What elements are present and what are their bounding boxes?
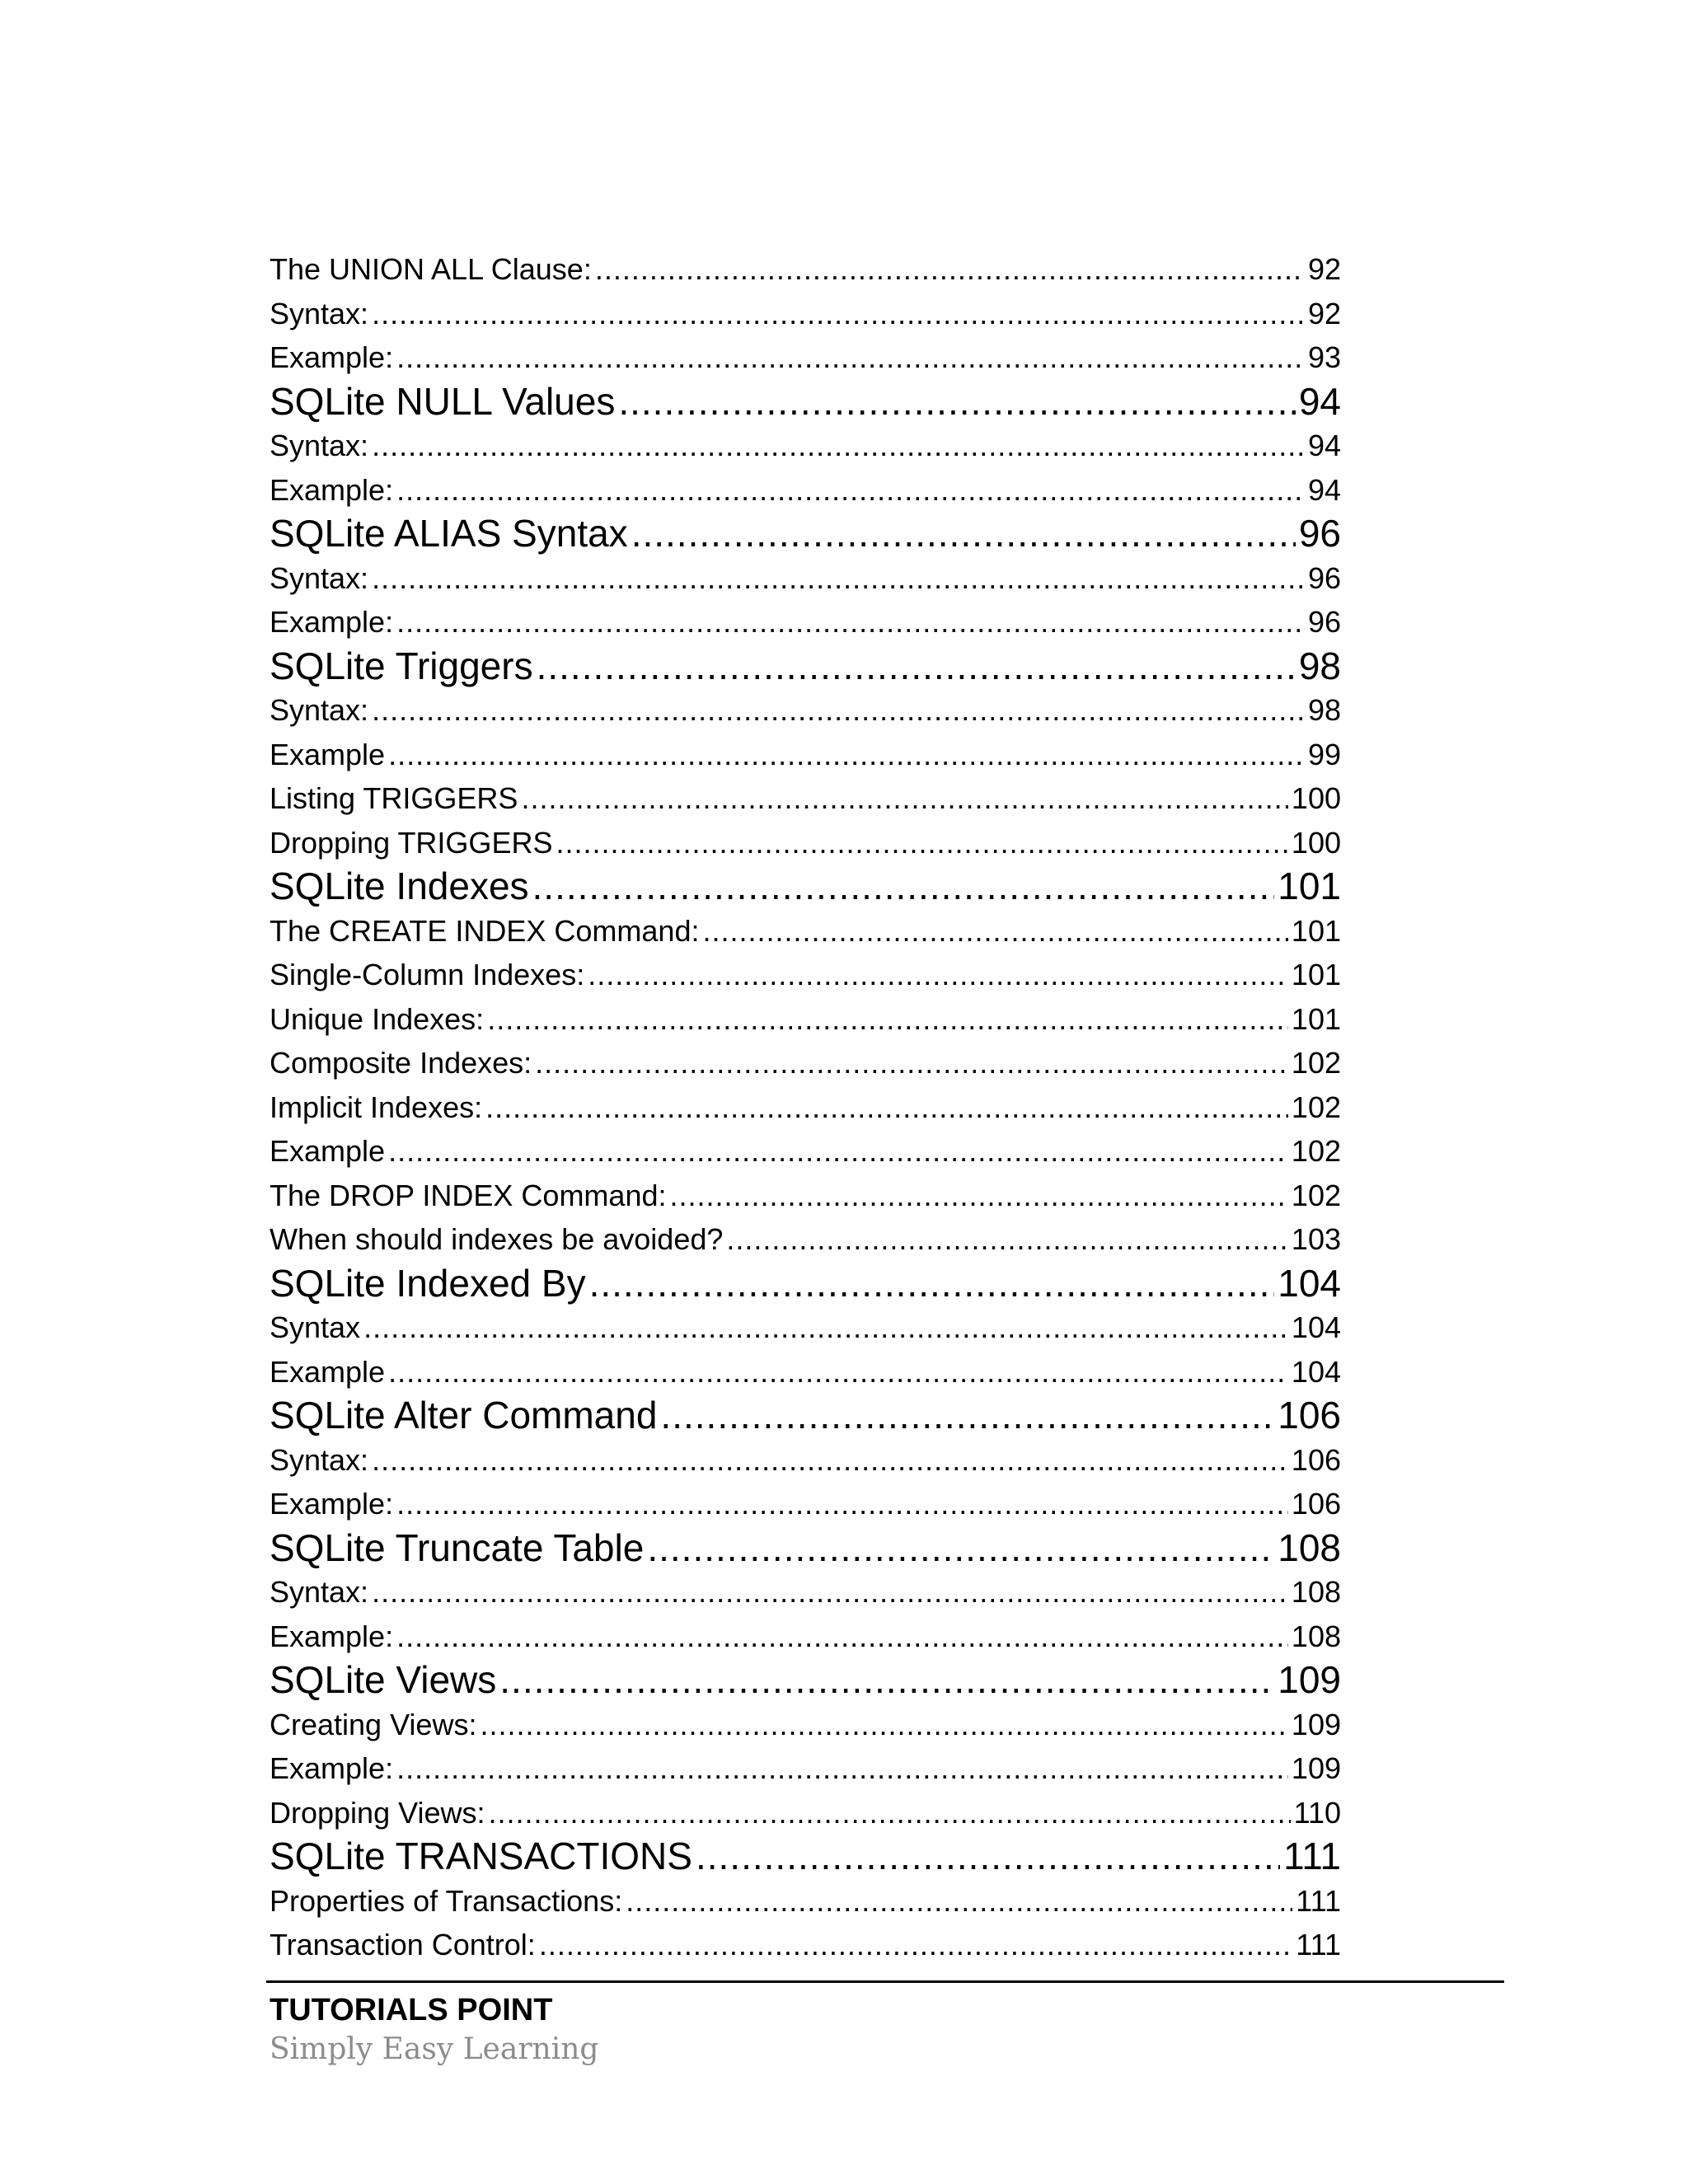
toc-entry-page-number: 106: [1291, 1442, 1341, 1477]
toc-dot-leader: [521, 776, 1287, 821]
toc-entry-title: Single-Column Indexes:: [270, 958, 585, 991]
footer-brand: TUTORIALS POINT: [270, 1993, 553, 2027]
toc-dot-leader: [696, 1835, 1280, 1879]
toc-entry-page-number: 94: [1307, 472, 1341, 507]
toc-entry-title: Example: [270, 1354, 386, 1389]
toc-entry-page-number: 96: [1307, 605, 1341, 639]
toc-dot-leader: [589, 1262, 1275, 1306]
toc-dot-leader: [396, 600, 1305, 644]
toc-entry-title: Example:: [270, 1751, 394, 1785]
toc-dot-leader: [626, 1879, 1292, 1924]
toc-entry-page-number: 109: [1278, 1658, 1341, 1701]
toc-section-entry[interactable]: [270, 953, 1341, 997]
toc-section-entry[interactable]: [270, 1703, 1341, 1747]
toc-entry-page-number: 102: [1291, 1134, 1341, 1168]
toc-section-entry[interactable]: [270, 1129, 1341, 1174]
toc-entry-title: Syntax: [270, 1310, 361, 1344]
toc-entry-page-number: 108: [1291, 1575, 1341, 1609]
toc-entry-page-number: 106: [1291, 1487, 1341, 1521]
toc-entry-page-number: 101: [1291, 958, 1341, 991]
toc-entry-title: Example:: [270, 340, 394, 374]
toc-dot-leader: [372, 1438, 1288, 1483]
toc-dot-leader: [372, 424, 1305, 468]
table-of-contents: [270, 247, 1341, 1967]
toc-entry-page-number: 98: [1298, 644, 1341, 687]
toc-dot-leader: [388, 733, 1305, 777]
toc-entry-title: Unique Indexes:: [270, 1001, 485, 1036]
toc-entry-title: Implicit Indexes:: [270, 1090, 483, 1124]
toc-section-entry[interactable]: [270, 1085, 1341, 1130]
toc-section-entry[interactable]: [270, 1746, 1341, 1791]
toc-entry-title: Transaction Control:: [270, 1928, 536, 1961]
toc-entry-title: SQLite NULL Values: [270, 379, 616, 423]
toc-dot-leader: [396, 1482, 1288, 1526]
toc-chapter-entry[interactable]: [270, 1394, 1341, 1438]
toc-chapter-entry[interactable]: [270, 644, 1341, 689]
toc-entry-title: Example:: [270, 472, 394, 507]
toc-section-entry[interactable]: [270, 600, 1341, 644]
toc-entry-title: Composite Indexes:: [270, 1046, 532, 1080]
toc-entry-title: SQLite Views: [270, 1658, 497, 1701]
toc-entry-page-number: 102: [1291, 1090, 1341, 1124]
toc-section-entry[interactable]: [270, 1879, 1341, 1924]
toc-entry-page-number: 111: [1296, 1883, 1341, 1918]
toc-entry-title: SQLite TRANSACTIONS: [270, 1835, 692, 1877]
toc-section-entry[interactable]: [270, 292, 1341, 336]
toc-entry-title: SQLite Alter Command: [270, 1394, 658, 1436]
toc-section-entry[interactable]: [270, 1041, 1341, 1085]
toc-dot-leader: [487, 997, 1288, 1042]
toc-entry-page-number: 103: [1291, 1222, 1341, 1256]
toc-dot-leader: [363, 1305, 1288, 1350]
toc-entry-page-number: 111: [1283, 1835, 1341, 1877]
toc-dot-leader: [532, 865, 1275, 909]
toc-entry-title: SQLite Triggers: [270, 644, 533, 687]
toc-dot-leader: [631, 512, 1296, 556]
toc-dot-leader: [480, 1703, 1287, 1747]
toc-entry-page-number: 96: [1307, 560, 1341, 595]
toc-dot-leader: [535, 1041, 1288, 1085]
toc-chapter-entry[interactable]: [270, 865, 1341, 909]
toc-entry-page-number: 108: [1278, 1526, 1341, 1569]
toc-entry-page-number: 100: [1291, 825, 1341, 860]
toc-dot-leader: [372, 556, 1305, 601]
toc-section-entry[interactable]: [270, 556, 1341, 601]
toc-entry-title: The CREATE INDEX Command:: [270, 913, 700, 948]
toc-dot-leader: [396, 1615, 1288, 1659]
toc-dot-leader: [485, 1085, 1288, 1130]
toc-dot-leader: [588, 953, 1288, 997]
toc-entry-page-number: 96: [1298, 512, 1341, 555]
toc-dot-leader: [539, 1923, 1292, 1967]
toc-section-entry[interactable]: [270, 1923, 1341, 1967]
toc-entry-page-number: 104: [1278, 1261, 1341, 1305]
toc-dot-leader: [372, 1570, 1288, 1615]
toc-dot-leader: [388, 1129, 1288, 1174]
toc-chapter-entry[interactable]: [270, 1526, 1341, 1571]
toc-entry-page-number: 106: [1278, 1394, 1341, 1436]
toc-chapter-entry[interactable]: [270, 1262, 1341, 1306]
toc-dot-leader: [595, 247, 1305, 292]
toc-section-entry[interactable]: [270, 247, 1341, 292]
toc-entry-page-number: 92: [1307, 296, 1341, 330]
toc-entry-page-number: 93: [1307, 340, 1341, 374]
toc-section-entry[interactable]: [270, 1615, 1341, 1659]
toc-entry-page-number: 110: [1293, 1795, 1341, 1830]
toc-entry-title: Syntax:: [270, 560, 369, 595]
footer-tagline: Simply Easy Learning: [270, 2032, 599, 2066]
footer-divider: [266, 1980, 1504, 1983]
toc-entry-title: Example:: [270, 605, 394, 639]
toc-entry-page-number: 109: [1291, 1751, 1341, 1785]
toc-entry-title: Syntax:: [270, 429, 369, 462]
toc-entry-title: The DROP INDEX Command:: [270, 1178, 667, 1212]
toc-section-entry[interactable]: [270, 1791, 1341, 1835]
toc-entry-title: Properties of Transactions:: [270, 1883, 623, 1918]
toc-section-entry[interactable]: [270, 776, 1341, 821]
toc-chapter-entry[interactable]: [270, 380, 1341, 424]
toc-dot-leader: [726, 1217, 1288, 1262]
toc-section-entry[interactable]: [270, 1305, 1341, 1350]
toc-entry-title: Syntax:: [270, 296, 369, 330]
toc-entry-page-number: 104: [1291, 1310, 1341, 1344]
toc-entry-page-number: 111: [1296, 1928, 1341, 1961]
toc-entry-title: Syntax:: [270, 1575, 369, 1609]
toc-section-entry[interactable]: [270, 688, 1341, 733]
toc-dot-leader: [618, 380, 1296, 424]
toc-section-entry[interactable]: [270, 1174, 1341, 1218]
toc-section-entry[interactable]: [270, 1350, 1341, 1394]
toc-entry-page-number: 104: [1291, 1354, 1341, 1389]
toc-section-entry[interactable]: [270, 1570, 1341, 1615]
toc-entry-title: Example:: [270, 1487, 394, 1521]
toc-entry-page-number: 100: [1291, 781, 1341, 815]
toc-dot-leader: [396, 335, 1305, 380]
toc-section-entry[interactable]: [270, 733, 1341, 777]
toc-dot-leader: [669, 1174, 1287, 1218]
toc-chapter-entry[interactable]: [270, 1835, 1341, 1879]
toc-entry-page-number: 109: [1291, 1707, 1341, 1741]
toc-entry-page-number: 101: [1278, 865, 1341, 907]
toc-chapter-entry[interactable]: [270, 512, 1341, 556]
toc-dot-leader: [396, 1746, 1288, 1791]
toc-entry-page-number: 92: [1307, 252, 1341, 286]
toc-entry-title: Example:: [270, 1619, 394, 1653]
toc-dot-leader: [499, 1658, 1274, 1703]
toc-section-entry[interactable]: [270, 468, 1341, 513]
toc-dot-leader: [647, 1526, 1274, 1571]
toc-entry-page-number: 102: [1291, 1046, 1341, 1080]
toc-dot-leader: [372, 688, 1305, 733]
toc-entry-page-number: 98: [1307, 693, 1341, 727]
toc-dot-leader: [396, 468, 1305, 513]
toc-section-entry[interactable]: [270, 1217, 1341, 1262]
toc-section-entry[interactable]: [270, 424, 1341, 468]
toc-section-entry[interactable]: [270, 335, 1341, 380]
toc-entry-page-number: 108: [1291, 1619, 1341, 1653]
toc-section-entry[interactable]: [270, 821, 1341, 865]
toc-entry-title: Example: [270, 1134, 386, 1168]
toc-entry-title: Listing TRIGGERS: [270, 781, 518, 815]
toc-entry-page-number: 94: [1307, 429, 1341, 462]
toc-entry-title: Syntax:: [270, 1442, 369, 1477]
toc-dot-leader: [372, 292, 1305, 336]
toc-dot-leader: [488, 1791, 1290, 1835]
toc-dot-leader: [388, 1350, 1288, 1394]
toc-entry-page-number: 99: [1307, 737, 1341, 771]
toc-entry-page-number: 94: [1298, 379, 1341, 423]
toc-entry-title: Dropping TRIGGERS: [270, 825, 553, 860]
toc-entry-page-number: 101: [1291, 1001, 1341, 1036]
toc-entry-page-number: 102: [1291, 1178, 1341, 1212]
toc-dot-leader: [537, 644, 1296, 689]
toc-entry-title: SQLite Indexes: [270, 865, 529, 907]
toc-entry-title: SQLite Indexed By: [270, 1261, 586, 1305]
toc-section-entry[interactable]: [270, 909, 1341, 954]
toc-dot-leader: [702, 909, 1287, 954]
toc-section-entry[interactable]: [270, 1482, 1341, 1526]
toc-entry-title: Example: [270, 737, 386, 771]
toc-section-entry[interactable]: [270, 1438, 1341, 1483]
toc-entry-title: When should indexes be avoided?: [270, 1222, 724, 1256]
toc-section-entry[interactable]: [270, 997, 1341, 1042]
toc-entry-title: SQLite ALIAS Syntax: [270, 512, 628, 555]
toc-entry-title: SQLite Truncate Table: [270, 1526, 645, 1569]
toc-entry-page-number: 101: [1291, 913, 1341, 948]
toc-entry-title: The UNION ALL Clause:: [270, 252, 592, 286]
toc-entry-title: Dropping Views:: [270, 1795, 485, 1830]
toc-entry-title: Creating Views:: [270, 1707, 477, 1741]
toc-entry-title: Syntax:: [270, 693, 369, 727]
toc-dot-leader: [660, 1394, 1274, 1438]
toc-dot-leader: [556, 821, 1287, 865]
toc-chapter-entry[interactable]: [270, 1658, 1341, 1703]
